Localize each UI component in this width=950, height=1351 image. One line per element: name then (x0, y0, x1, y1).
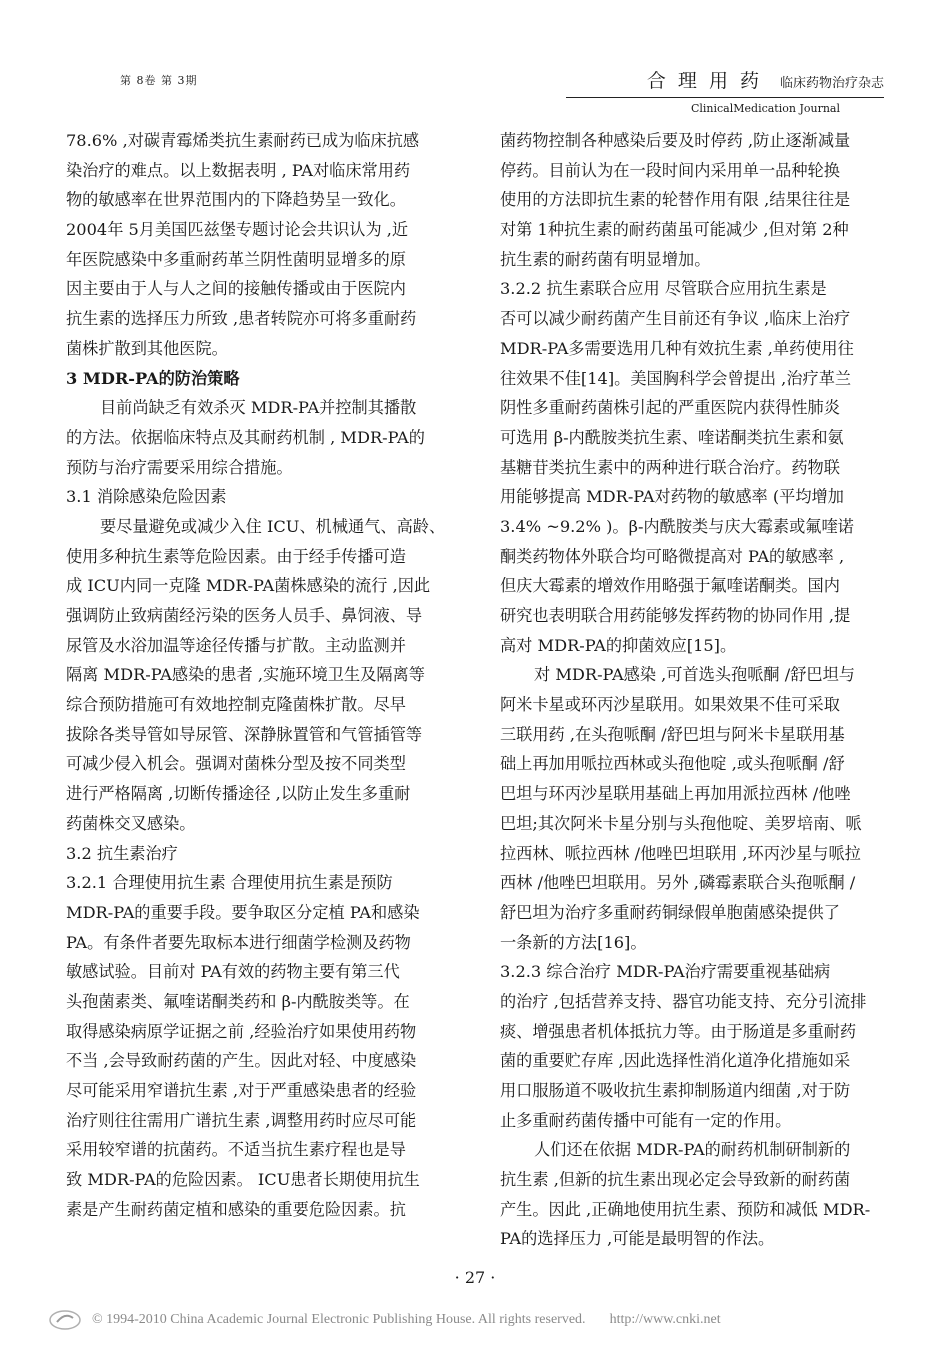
text-line: 不当 ,会导致耐药菌的产生。因此对轻、中度感染 (66, 1051, 417, 1071)
text-line: 综合预防措施可有效地控制克隆菌株扩散。尽早 (66, 695, 406, 715)
text-line: 78.6% ,对碳青霉烯类抗生素耐药已成为临床抗感 (66, 131, 420, 150)
text-line: 巴坦;其次阿米卡星分别与头孢他啶、美罗培南、哌 (500, 813, 862, 833)
cnki-logo-icon (48, 1308, 82, 1332)
text-line: 西林 /他唑巴坦联用。另外 ,磷霉素联合头孢哌酮 / (500, 873, 856, 893)
text-line: 抗生素的选择压力所致 ,患者转院亦可将多重耐药 (66, 309, 417, 329)
text-line: 物的敏感率在世界范围内的下降趋势呈一致化。 (66, 190, 406, 210)
text-line: 巴坦与环丙沙星联用基础上再加用派拉西林 /他唑 (500, 784, 851, 804)
text-line: 抗生素 ,但新的抗生素出现必定会导致新的耐药菌 (500, 1170, 851, 1190)
volume-issue: 第 8卷 第 3期 (120, 74, 198, 87)
text-line: 舒巴坦为治疗多重耐药铜绿假单胞菌感染提供了 (500, 902, 840, 922)
text-line: 停药。目前认为在一段时间内采用单一品种轮换 (500, 160, 840, 180)
text-line: 的方法。依据临床特点及其耐药机制 , MDR-PA的 (66, 427, 425, 447)
text-line: 染治疗的难点。以上数据表明 , PA对临床常用药 (66, 160, 411, 180)
text-line: 对第 1种抗生素的耐药菌虽可能减少 ,但对第 2种 (500, 220, 849, 240)
text-line: 可减少侵入机会。强调对菌株分型及按不同类型 (66, 754, 406, 774)
text-line: 基糖苷类抗生素中的两种进行联合治疗。药物联 (500, 457, 840, 477)
text-line: 菌株扩散到其他医院。 (66, 338, 228, 358)
text-line: 往效果不佳[14]。美国胸科学会曾提出 ,治疗革兰 (500, 368, 852, 388)
copyright-footer (48, 1306, 908, 1334)
text-line: 治疗则往往需用广谱抗生素 ,调整用药时应尽可能 (66, 1110, 417, 1130)
text-line: 但庆大霉素的增效作用略强于氟喹诺酮类。国内 (500, 576, 840, 596)
journal-subtitle-cn: 临床药物治疗杂志 (779, 76, 884, 91)
text-line: 可选用 β-内酰胺类抗生素、喹诺酮类抗生素和氨 (500, 427, 844, 447)
text-line: 要尽量避免或减少入住 ICU、机械通气、高龄、 (100, 516, 446, 536)
text-line: 阿米卡星或环丙沙星联用。如果效果不佳可采取 (500, 695, 840, 715)
section-heading: 3 MDR-PA的防治策略 (66, 368, 240, 388)
text-line: 预防与治疗需要采用综合措施。 (66, 457, 293, 477)
text-line: 三联用药 ,在头孢哌酮 /舒巴坦与阿米卡星联用基 (500, 724, 845, 744)
text-line: 因主要由于人与人之间的接触传播或由于医院内 (66, 279, 406, 299)
text-line: 产生。因此 ,正确地使用抗生素、预防和减低 MDR- (500, 1199, 871, 1219)
text-line: 痰、增强患者机体抵抗力等。由于肠道是多重耐药 (500, 1021, 857, 1041)
cnki-link[interactable]: http://www.cnki.net (609, 1312, 721, 1327)
text-line: 成 ICU内同一克隆 MDR-PA菌株感染的流行 ,因此 (66, 576, 431, 596)
text-line: 用口服肠道不吸收抗生素抑制肠道内细菌 ,对于防 (500, 1081, 851, 1100)
text-line: 用能够提高 MDR-PA对药物的敏感率 (平均增加 (500, 487, 844, 507)
text-line: MDR-PA的重要手段。要争取区分定植 PA和感染 (66, 902, 420, 922)
text-line: 一条新的方法[16]。 (500, 932, 647, 952)
text-line: 菌药物控制各种感染后要及时停药 ,防止逐渐减量 (500, 131, 851, 150)
text-line: 菌的重要贮存库 ,因此选择性消化道净化措施如采 (500, 1051, 851, 1071)
text-line: 止多重耐药菌传播中可能有一定的作用。 (500, 1110, 792, 1130)
journal-title-en: ClinicalMedication Journal (690, 102, 840, 115)
text-line: 抗生素的耐药菌有明显增加。 (500, 249, 711, 269)
text-line: 尿管及水浴加温等途径传播与扩散。主动监测并 (66, 635, 406, 655)
journal-title-cn: 合 理 用 药 (646, 70, 762, 92)
text-line: 酮类药物体外联合均可略微提高对 PA的敏感率 , (500, 546, 845, 566)
text-line: 人们还在依据 MDR-PA的耐药机制研制新的 (534, 1140, 851, 1160)
text-line: 否可以减少耐药菌产生目前还有争议 ,临床上治疗 (500, 309, 851, 329)
text-line: 拉西林、哌拉西林 /他唑巴坦联用 ,环丙沙星与哌拉 (500, 843, 861, 863)
text-line: 采用较窄谱的抗菌药。不适当抗生素疗程也是导 (66, 1140, 406, 1160)
text-line: 隔离 MDR-PA感染的患者 ,实施环境卫生及隔离等 (66, 665, 425, 685)
text-line: 础上再加用哌拉西林或头孢他啶 ,或头孢哌酮 /舒 (500, 754, 845, 774)
text-line: 尽可能采用窄谱抗生素 ,对于严重感染患者的经验 (66, 1081, 417, 1100)
text-line: 2004年 5月美国匹兹堡专题讨论会共识认为 ,近 (66, 220, 409, 240)
text-line: 敏感试验。目前对 PA有效的药物主要有第三代 (66, 962, 400, 982)
text-line: 的治疗 ,包括营养支持、器官功能支持、充分引流排 (500, 991, 867, 1011)
text-line: 3.4% ~9.2% )。β-内酰胺类与庆大霉素或氟喹诺 (500, 516, 854, 536)
text-line: MDR-PA多需要选用几种有效抗生素 ,单药使用往 (500, 338, 854, 358)
text-line: PA的选择压力 ,可能是最明智的作法。 (500, 1229, 775, 1249)
text-line: 药菌株交叉感染。 (66, 813, 196, 833)
text-line: 取得感染病原学证据之前 ,经验治疗如果使用药物 (66, 1021, 417, 1041)
page-number: · 27 · (454, 1268, 496, 1287)
text-line: 高对 MDR-PA的抑菌效应[15]。 (500, 635, 737, 655)
text-line: 3.2 抗生素治疗 (66, 843, 178, 863)
text-line: 对 MDR-PA感染 ,可首选头孢哌酮 /舒巴坦与 (534, 665, 855, 685)
text-line: 拔除各类导管如导尿管、深静脉置管和气管插管等 (66, 724, 423, 744)
text-line: 素是产生耐药菌定植和感染的重要危险因素。抗 (66, 1199, 406, 1219)
right-column (500, 126, 885, 1254)
text-line: 3.1 消除感染危险因素 (66, 487, 227, 507)
text-line: 阴性多重耐药菌株引起的严重医院内获得性肺炎 (500, 398, 840, 418)
text-line: 使用多种抗生素等危险因素。由于经手传播可造 (66, 546, 406, 566)
text-line: 3.2.1 合理使用抗生素 合理使用抗生素是预防 (66, 873, 393, 893)
text-line: 致 MDR-PA的危险因素。 ICU患者长期使用抗生 (66, 1170, 420, 1190)
text-line: PA。有条件者要先取标本进行细菌学检测及药物 (66, 932, 411, 952)
text-line: 研究也表明联合用药能够发挥药物的协同作用 ,提 (500, 606, 851, 625)
text-line: 年医院感染中多重耐药革兰阴性菌明显增多的原 (66, 249, 406, 269)
text-line: 3.2.2 抗生素联合应用 尽管联合应用抗生素是 (500, 279, 827, 299)
text-line: 目前尚缺乏有效杀灭 MDR-PA并控制其播散 (100, 398, 417, 418)
header-rule (566, 97, 884, 98)
journal-masthead (566, 66, 884, 115)
text-line: 强调防止致病菌经污染的医务人员手、鼻饲液、导 (66, 606, 423, 625)
copyright-text: © 1994-2010 China Academic Journal Electronic Publishing House. All rights reserved. (92, 1312, 586, 1327)
text-line: 使用的方法即抗生素的轮替作用有限 ,结果往往是 (500, 190, 851, 210)
text-line: 3.2.3 综合治疗 MDR-PA治疗需要重视基础病 (500, 962, 831, 982)
text-line: 进行严格隔离 ,切断传播途径 ,以防止发生多重耐 (66, 784, 411, 804)
text-line: 头孢菌素类、氟喹诺酮类药和 β-内酰胺类等。在 (66, 991, 410, 1011)
left-column (66, 126, 451, 1224)
